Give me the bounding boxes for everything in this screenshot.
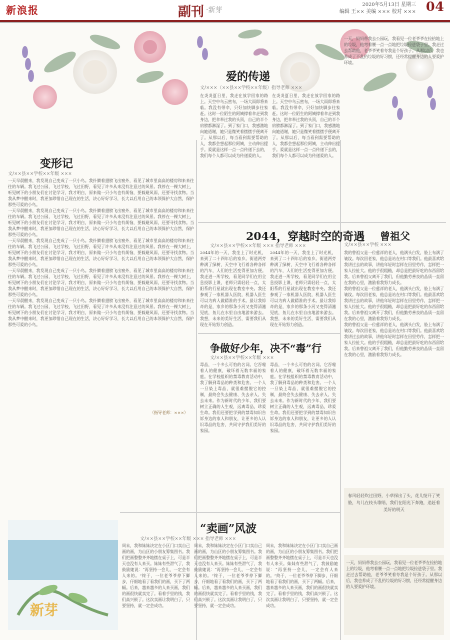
article-wind-col1: [122, 543, 190, 635]
article-wind-title: “卖画”风波: [200, 522, 257, 535]
editor-text: 编辑 王×× 美编 ××× 校对 ×××: [339, 9, 416, 15]
vertical-divider-right: [340, 140, 341, 640]
article-2044-title: 2044，穿越时空的奇遇: [246, 230, 365, 243]
poem-text: 春风轻轻吹过田野，小草探出了头，花儿绽开了笑脸，鸟儿在枝头歌唱，我们在阳光下奔跑，追赶着美好的明天: [347, 493, 441, 512]
section-title: 副刊: [178, 5, 205, 20]
article-teen-col1: [200, 362, 266, 482]
article-grandpa-byline: 文/××县××学校 ×××: [344, 243, 392, 248]
divider-wind: [120, 512, 340, 513]
article-change-note: （指导老师：×××）: [150, 410, 189, 415]
article-wind-byline: 文/××县××学校××年级 ××× 指导老师 ×××: [140, 537, 237, 542]
sidebar-text: 一天，妈妈带我去公园玩，我看见一位老爷爷在捡拾地上的垃圾，他弯着腰一点一点地把垃圾捡进袋子里。我走过去帮助他，老爷爷笑着夸我是个好孩子。从那以后，我也养成了不乱扔垃圾的好习惯，还经常提醒身边的人要爱护环境。: [346, 560, 442, 589]
page-number: 04: [425, 0, 444, 15]
article-2044-text: 2044年的一天，我坐上了时光机，来到了二十四年后的家乡。街道两旁种满了绿树，天空中飞行着各种各样的汽车，人们的生活变得更加方便。我走进一所学校，看见同学们在用全息投影上课，老师只需轻轻一点，太阳系的行星就出现在教室中央。我还参观了一家机器人医院，机器人医生可以为病人做精准的手术。最让我惊奇的是，家乡的那条小河又变得清澈见底，鱼儿在水里自由地游来游去。我想，未来的美好生活，需要我们从现在开始努力创造。: [200, 250, 266, 327]
subsection-title: ·新芽: [206, 6, 223, 14]
date-text: 2020年5月13日 星期三: [362, 2, 416, 8]
article-teen-text: 毒品，一个多么可怕的名词。它吞噬着人的健康，破坏着无数幸福的家庭。在学校组织的禁毒教育活动中，我了解到毒品的种类和危害。一个人一旦染上毒品，就很难摆脱它的控制，最终会失去健康、失去亲人、失去未来。作为新时代的少年，我们要树立正确的人生观，远离毒品，珍爱生命。我们还要把学到的禁毒知识告诉身边的家人和朋友，让更多的人认识毒品的危害，共同守护我们美好的家园。: [200, 362, 266, 433]
article-teen-col2: 毒品，一个多么可怕的名词。它吞噬着人的健康，破坏着无数幸福的家庭。在学校组织的禁毒教育活动中，我了解到毒品的种类和危害。一个人一旦染上毒品，就很难摆脱它的控制，最终会失去健康、失去亲人、失去未来。作为新时代的少年，我们要树立正确的人生观，远离毒品，珍爱生命。我们还要把学到的禁毒知识告诉身边的家人和朋友，让更多的人认识毒品的危害，共同守护我们美好的家园。: [270, 362, 336, 433]
article-wind-text: 周末，我和妹妹决定在小区门口卖自己画的画，为山区的小朋友筹集图书。我们把画整整齐齐地摆在桌子上，可是半天也没有人来买。妹妹有些泄气了，我鼓励她说：“再坚持一会儿，一定会有人来的。”终于，一位老爷爷停下脚步，仔细地看了看我们的画，买下了两幅。后来，越来越多的人来买画，我们的画很快就卖完了。看着手里的钱，我们高兴极了。这次卖画让我明白了，只要坚持，就一定会成功。: [122, 543, 190, 608]
article-love-col2: 在炎炎夏日里，我走在放学回家的路上。天空中乌云密布，一场大雨即将来临。我没有带伞，只好加快脚步往家赶。这时一位陌生的阿姨撑着伞走到我身边，把伞举过我的头顶，自己的半个肩膀都淋湿了。到了家门口，我感激地向她道谢，她只是微笑着摆摆手便离开了。从那以后，每当看到需要帮助的人，我都会想起那位阿姨，主动伸出援手。爱就是这样一点一点传递下去的，我们每个人都可以成为传递爱的人。: [272, 93, 340, 158]
article-love-text: 在炎炎夏日里，我走在放学回家的路上。天空中乌云密布，一场大雨即将来临。我没有带伞，只好加快脚步往家赶。这时一位陌生的阿姨撑着伞走到我身边，把伞举过我的头顶，自己的半个肩膀都淋湿了。到了家门口，我感激地向她道谢，她只是微笑着摆摆手便离开了。从那以后，每当看到需要帮助的人，我都会想起那位阿姨，主动伸出援手。爱就是这样一点一点传递下去的，我们每个人都可以成为传递爱的人。: [200, 93, 268, 158]
article-love-title: 爱的传递: [226, 70, 270, 83]
sprout-label: 新芽: [30, 603, 58, 619]
article-teen-title: 争做好少年，决不“毒”行: [210, 344, 322, 355]
article-teen-byline: 文/××县××学校××年级 ×××: [210, 356, 274, 361]
article-grandpa-text: 我的曾祖父是一位慈祥的老人，他满头白发，脸上布满了皱纹。每次回老家，他总是站在村口等我们。他最喜欢给我讲过去的故事，讲他年轻时怎样在田里劳作，怎样把一家人拉扯大。他的手很粗糙，却总是把最好吃的东西留给我。后来曾祖父离开了我们，但他勤劳善良的品质一直留在我的心里，激励着我努力成长。 我的曾祖父是一位慈祥的老人，他满头白发，脸上布满了皱纹。每次回老家，他总是站在村口等我们。他最喜欢给我讲过去的故事，讲他年轻时怎样在田里劳作，怎样把一家人拉扯大。他的手很粗糙，却总是把最好吃的东西留给我。后来曾祖父离开了我们，但他勤劳善良的品质一直留在我的心里，激励着我努力成长。 我的曾祖父是一位慈祥的老人，他满头白发，脸上布满了皱纹。每次回老家，他总是站在村口等我们。他最喜欢给我讲过去的故事，讲他年轻时怎样在田里劳作，怎样把一家人拉扯大。他的手很粗糙，却总是把最好吃的东西留给我。后来曾祖父离开了我们，但他勤劳善良的品质一直留在我的心里，激励着我努力成长。: [344, 250, 444, 357]
article-change-text: 一天早晨醒来，我发现自己变成了一只小鸟。我扑腾着翅膀飞出窗外，看见了城市里高高的楼房和来来往往的车辆。我飞过公园，飞过学校，飞过田野，看见了许多从来没有注意过的风景。我停在一棵大树上，听见树下的小朋友们在讨论学习，我才明白，原来做一只小鸟也有烦恼，要躲避风雨，还要寻找食物。当我从梦中醒来时，我更加珍惜自己现在的生活，决心好好学习，长大以后用自己的本领保护大自然，保护那些可爱的小鸟。 一天早晨醒来，我发现自己变成了一只小鸟。我扑腾着翅膀飞出窗外，看见了城市里高高的楼房和来来往往的车辆。我飞过公园，飞过学校，飞过田野，看见了许多从来没有注意过的风景。我停在一棵大树上，听见树下的小朋友们在讨论学习，我才明白，原来做一只小鸟也有烦恼，要躲避风雨，还要寻找食物。当我从梦中醒来时，我更加珍惜自己现在的生活，决心好好学习，长大以后用自己的本领保护大自然，保护那些可爱的小鸟。 一天早晨醒来，我发现自己变成了一只小鸟。我扑腾着翅膀飞出窗外，看见了城市里高高的楼房和来来往往的车辆。我飞过公园，飞过学校，飞过田野，看见了许多从来没有注意过的风景。我停在一棵大树上，听见树下的小朋友们在讨论学习，我才明白，原来做一只小鸟也有烦恼，要躲避风雨，还要寻找食物。当我从梦中醒来时，我更加珍惜自己现在的生活，决心好好学习，长大以后用自己的本领保护大自然，保护那些可爱的小鸟。 一天早晨醒来，我发现自己变成了一只小鸟。我扑腾着翅膀飞出窗外，看见了城市里高高的楼房和来来往往的车辆。我飞过公园，飞过学校，飞过田野，看见了许多从来没有注意过的风景。我停在一棵大树上，听见树下的小朋友们在讨论学习，我才明白，原来做一只小鸟也有烦恼，要躲避风雨，还要寻找食物。当我从梦中醒来时，我更加珍惜自己现在的生活，决心好好学习，长大以后用自己的本领保护大自然，保护那些可爱的小鸟。 一天早晨醒来，我发现自己变成了一只小鸟。我扑腾着翅膀飞出窗外，看见了城市里高高的楼房和来来往往的车辆。我飞过公园，飞过学校，飞过田野，看见了许多从来没有注意过的风景。我停在一棵大树上，听见树下的小朋友们在讨论学习，我才明白，原来做一只小鸟也有烦恼，要躲避风雨，还要寻找食物。当我从梦中醒来时，我更加珍惜自己现在的生活，决心好好学习，长大以后用自己的本领保护大自然，保护那些可爱的小鸟。: [8, 178, 194, 327]
date-line: [340, 2, 416, 16]
article-2044-col2: 2044年的一天，我坐上了时光机，来到了二十四年后的家乡。街道两旁种满了绿树，天空中飞行着各种各样的汽车，人们的生活变得更加方便。我走进一所学校，看见同学们在用全息投影上课，老师只需轻轻一点，太阳系的行星就出现在教室中央。我还参观了一家机器人医院，机器人医生可以为病人做精准的手术。最让我惊奇的是，家乡的那条小河又变得清澈见底，鱼儿在水里自由地游来游去。我想，未来的美好生活，需要我们从现在开始努力创造。: [270, 250, 336, 327]
sprout-image: [8, 520, 118, 630]
article-love-byline: 文/×××（××县××学校××年级）指导老师 ×××: [200, 86, 303, 91]
divider-2044: [198, 222, 446, 223]
article-wind-col2: 周末，我和妹妹决定在小区门口卖自己画的画，为山区的小朋友筹集图书。我们把画整整齐齐地摆在桌子上，可是半天也没有人来买。妹妹有些泄气了，我鼓励她说：“再坚持一会儿，一定会有人来的。”终于，一位老爷爷停下脚步，仔细地看了看我们的画，买下了两幅。后来，越来越多的人来买画，我们的画很快就卖完了。看着手里的钱，我们高兴极了。这次卖画让我明白了，只要坚持，就一定会成功。: [194, 543, 262, 608]
article-change-byline: 文/××县××学校××年级 ×××: [8, 172, 72, 177]
article-2044-col1: [200, 250, 266, 330]
article-grandpa-title: 曾祖父: [380, 232, 410, 243]
divider-teen: [198, 333, 340, 334]
article-2044-byline: 文/××县××学校××年级 ××× 指导老师 ×××: [210, 244, 307, 249]
article-right-top: 一天，妈妈带我去公园玩，我看见一位老爷爷在捡拾地上的垃圾，他弯着腰一点一点地把垃圾捡进袋子里。我走过去帮助他，老爷爷笑着夸我是个好孩子。从那以后，我也养成了不乱扔垃圾的好习惯，还经常提醒身边的人要爱护环境。: [344, 36, 444, 65]
article-wind-col3: 周末，我和妹妹决定在小区门口卖自己画的画，为山区的小朋友筹集图书。我们把画整整齐齐地摆在桌子上，可是半天也没有人来买。妹妹有些泄气了，我鼓励她说：“再坚持一会儿，一定会有人来的。”终于，一位老爷爷停下脚步，仔细地看了看我们的画，买下了两幅。后来，越来越多的人来买画，我们的画很快就卖完了。看着手里的钱，我们高兴极了。这次卖画让我明白了，只要坚持，就一定会成功。: [266, 543, 338, 608]
article-change-title: 变形记: [40, 157, 73, 170]
sprout-illustration: [8, 520, 118, 630]
newspaper-logo: 新浪报: [6, 6, 39, 17]
article-love-col1: [200, 93, 268, 203]
